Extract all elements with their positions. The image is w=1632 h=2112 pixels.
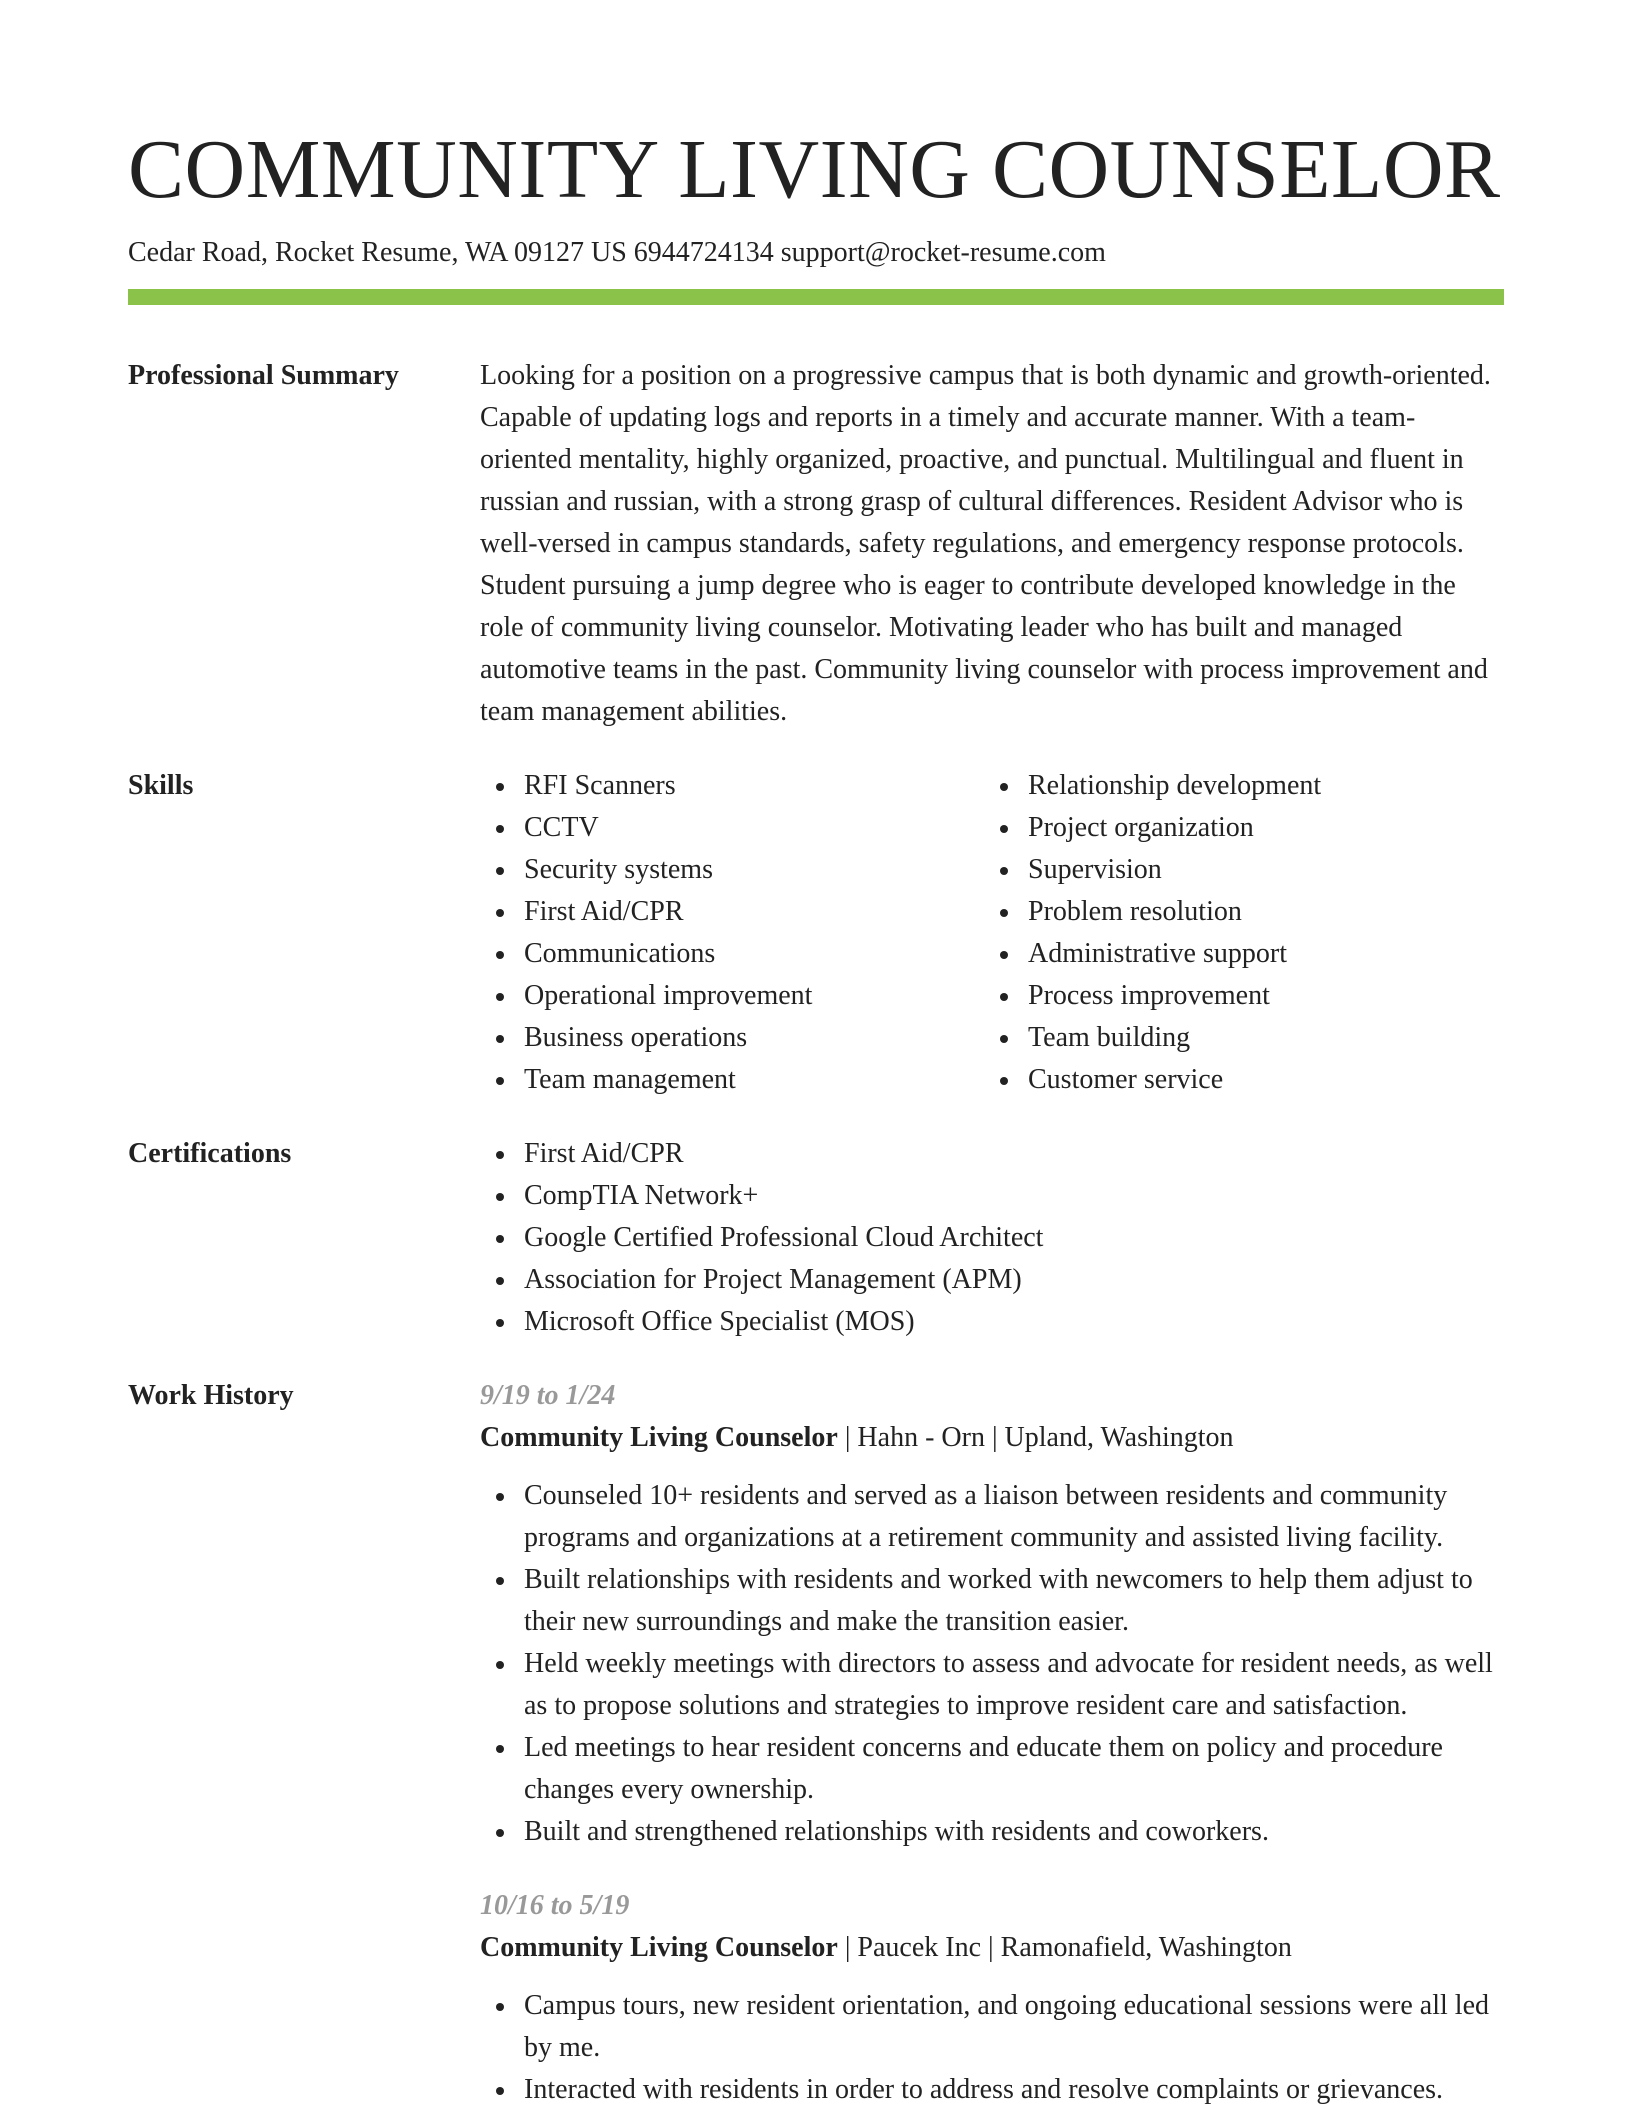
job-dates: 10/16 to 5/19 — [480, 1890, 630, 1921]
job-details: | Paucek Inc | Ramonafield, Washington — [837, 1932, 1292, 1963]
list-item: Business operations — [480, 1017, 984, 1059]
skills-columns — [480, 765, 1504, 1101]
accent-divider — [128, 289, 1504, 305]
resume-page — [128, 0, 1504, 2111]
job-details: | Hahn - Orn | Upland, Washington — [837, 1422, 1234, 1453]
resume-title: COMMUNITY LIVING COUNSELOR — [128, 123, 1501, 216]
job-title: Community Living Counselor — [480, 1932, 838, 1963]
job-entry — [480, 1885, 1504, 2111]
list-item: CompTIA Network+ — [480, 1175, 1504, 1217]
section-body — [480, 1375, 1504, 2111]
list-item: RFI Scanners — [480, 765, 984, 807]
skills-list-left — [480, 765, 984, 1101]
list-item: Led meetings to hear resident concerns and educate them on policy and procedure changes every ownership. — [480, 1727, 1504, 1811]
list-item: Process improvement — [984, 975, 1488, 1017]
list-item: Held weekly meetings with directors to assess and advocate for resident needs, as well as to propose solutions and strategies to improve resident care and satisfaction. — [480, 1643, 1504, 1727]
section-work-history — [128, 1375, 1504, 2111]
job-heading — [480, 1417, 1504, 1459]
job-bullets — [480, 1475, 1504, 1853]
section-label: Skills — [128, 770, 194, 801]
list-item: Built relationships with residents and worked with newcomers to help them adjust to their new surroundings and make the transition easier. — [480, 1559, 1504, 1643]
section-certifications — [128, 1133, 1504, 1343]
list-item: Operational improvement — [480, 975, 984, 1017]
list-item: Microsoft Office Specialist (MOS) — [480, 1301, 1504, 1343]
list-item: Team building — [984, 1017, 1488, 1059]
list-item: Customer service — [984, 1059, 1488, 1101]
job-heading — [480, 1927, 1504, 1969]
section-body — [480, 1133, 1504, 1343]
list-item: Relationship development — [984, 765, 1488, 807]
list-item: First Aid/CPR — [480, 891, 984, 933]
skills-list-right — [984, 765, 1488, 1101]
contact-line: Cedar Road, Rocket Resume, WA 09127 US 6944724134 support@rocket-resume.com — [128, 237, 1106, 268]
list-item: Project organization — [984, 807, 1488, 849]
list-item: Communications — [480, 933, 984, 975]
summary-text: Looking for a position on a progressive campus that is both dynamic and growth-oriented. Capable of updating logs and reports in a timely and accurate manner. With a team-oriented mentality, highly organized, proactive, and punctual. Multilingual and fluent in russian and russian, with a strong grasp of cultural differences. Resident Advisor who is well-versed in campus standards, safety regulations, and emergency response protocols. Student pursuing a jump degree who is eager to contribute developed knowledge in the role of community living counselor. Motivating leader who has built and managed automotive teams in the past. Community living counselor with process improvement and team management abilities. — [480, 360, 1491, 727]
list-item: Counseled 10+ residents and served as a liaison between residents and community programs and organizations at a retirement community and assisted living facility. — [480, 1475, 1504, 1559]
section-label: Certifications — [128, 1138, 292, 1169]
section-professional-summary — [128, 355, 1504, 733]
list-item: Problem resolution — [984, 891, 1488, 933]
list-item: Google Certified Professional Cloud Architect — [480, 1217, 1504, 1259]
job-bullets — [480, 1985, 1504, 2111]
list-item: Administrative support — [984, 933, 1488, 975]
section-body — [480, 765, 1504, 1101]
list-item: First Aid/CPR — [480, 1133, 1504, 1175]
list-item: Supervision — [984, 849, 1488, 891]
list-item: Association for Project Management (APM) — [480, 1259, 1504, 1301]
list-item: Security systems — [480, 849, 984, 891]
section-skills — [128, 765, 1504, 1101]
list-item: Team management — [480, 1059, 984, 1101]
certifications-list — [480, 1133, 1504, 1343]
section-body — [480, 355, 1504, 733]
section-label: Work History — [128, 1380, 294, 1411]
job-title: Community Living Counselor — [480, 1422, 838, 1453]
section-label: Professional Summary — [128, 360, 399, 391]
list-item: Built and strengthened relationships with residents and coworkers. — [480, 1811, 1504, 1853]
list-item: Interacted with residents in order to address and resolve complaints or grievances. — [480, 2069, 1504, 2111]
list-item: CCTV — [480, 807, 984, 849]
job-dates: 9/19 to 1/24 — [480, 1380, 616, 1411]
list-item: Campus tours, new resident orientation, and ongoing educational sessions were all led by me. — [480, 1985, 1504, 2069]
job-entry — [480, 1375, 1504, 1853]
